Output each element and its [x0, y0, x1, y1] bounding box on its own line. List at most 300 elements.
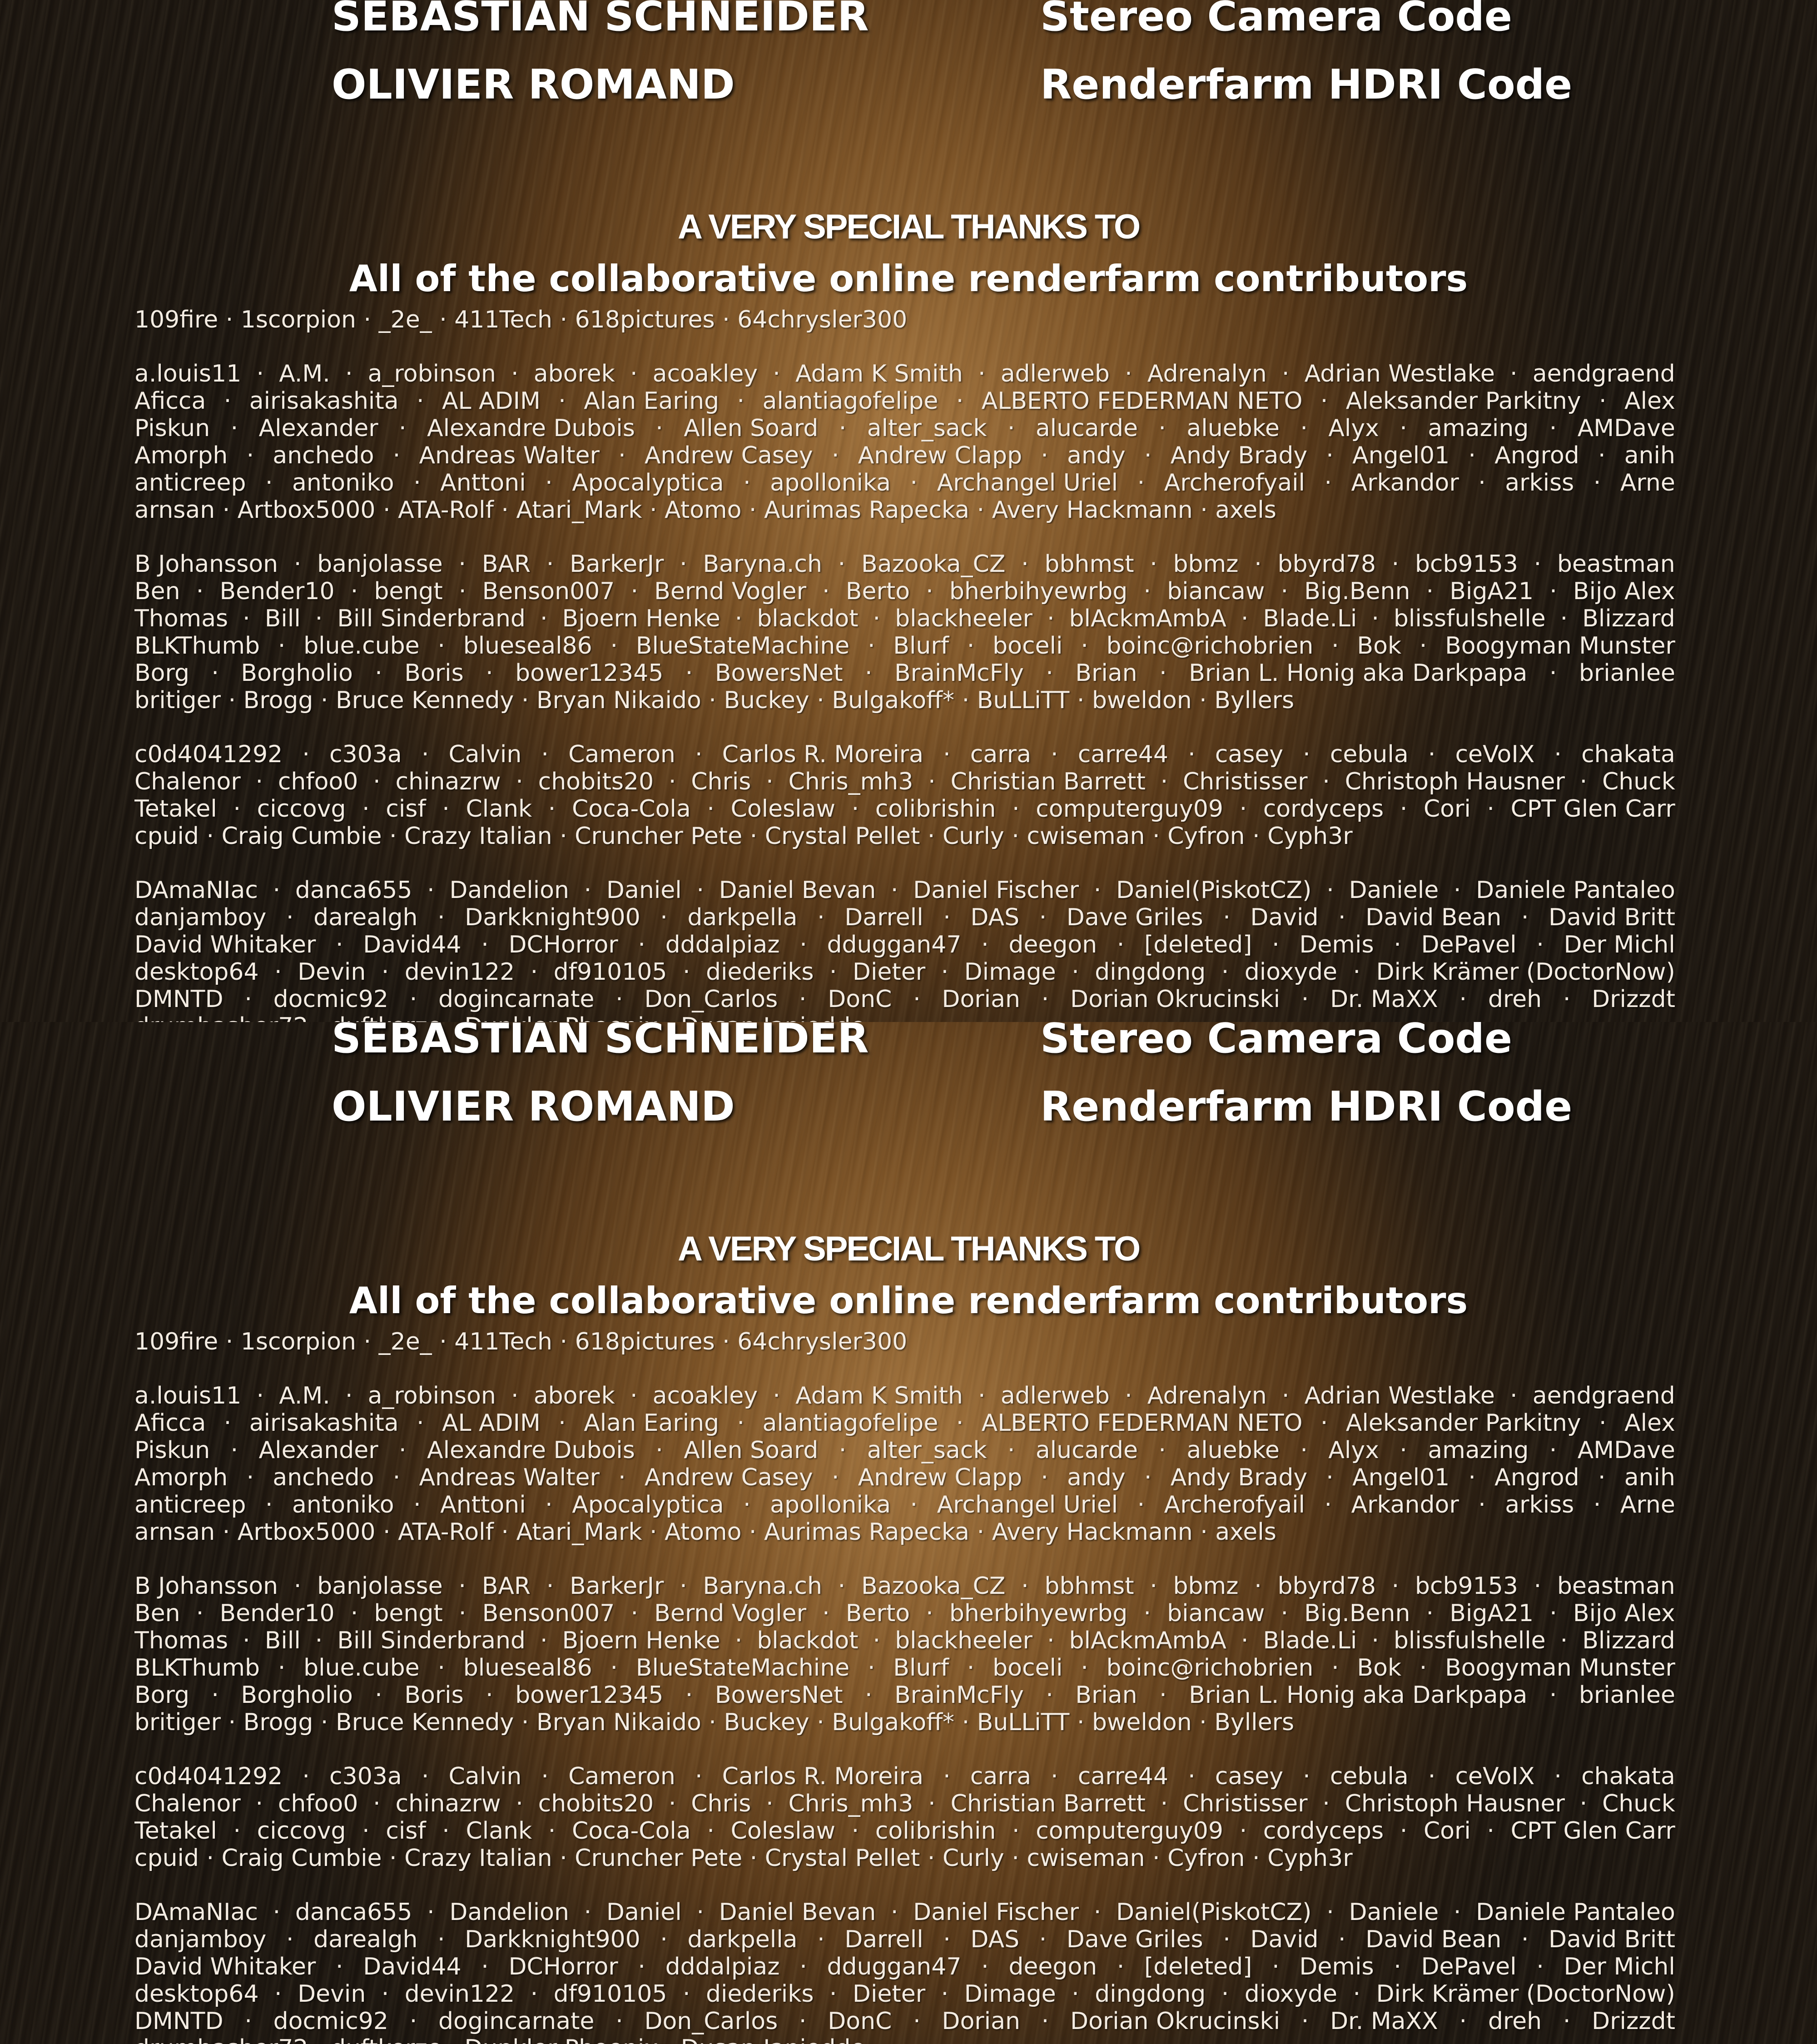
name-separator: ·: [824, 1464, 847, 1491]
name-separator: ·: [451, 1600, 474, 1627]
name-separator: ·: [653, 1926, 675, 1953]
contributor-name: Curly: [943, 1845, 1004, 1872]
contributor-name: Christoph Hausner: [1345, 1790, 1565, 1817]
name-separator: ·: [630, 931, 653, 958]
contributor-name: bbhmst: [1044, 551, 1134, 578]
name-separator: ·: [1034, 986, 1057, 1013]
name-separator: ·: [689, 877, 712, 904]
contributor-name: bower12345: [515, 660, 663, 687]
name-separator: ·: [1181, 1763, 1203, 1790]
name-separator: ·: [701, 1709, 724, 1736]
contributor-name: Brian L. Honig aka Darkpapa: [1189, 660, 1527, 687]
name-separator: ·: [1452, 2008, 1474, 2035]
contributor-name: Benson007: [482, 578, 615, 605]
contributor-name: computerguy09: [1036, 795, 1223, 823]
contributor-name: cebula: [1330, 741, 1409, 768]
name-separator: ·: [921, 1790, 943, 1817]
contributor-name: Arne: [1620, 469, 1675, 496]
contributor-name: Daniel Bevan: [719, 877, 876, 904]
contributor-name: blackdot: [757, 605, 858, 632]
name-separator: ·: [1392, 1437, 1415, 1464]
contributor-name: Daniel(PiskotCZ): [1116, 1899, 1311, 1926]
name-separator: ·: [920, 823, 943, 850]
credit-name: SEBASTIAN SCHNEIDER: [332, 0, 869, 37]
contributor-name: David Britt: [1549, 1926, 1675, 1953]
name-separator: ·: [1069, 1709, 1092, 1736]
contributor-name: Blade.Li: [1263, 605, 1357, 632]
name-separator: ·: [623, 1600, 646, 1627]
contributor-name: Alex: [1624, 1409, 1675, 1437]
contributor-name: [deleted]: [1144, 1953, 1252, 1980]
name-separator: ·: [1247, 1573, 1270, 1600]
contributor-name: Dirk Krämer (DoctorNow): [1376, 1980, 1675, 2008]
contributor-name: Boris: [404, 660, 463, 687]
contributor-name: casey: [1215, 741, 1283, 768]
name-separator: ·: [504, 1382, 526, 1409]
name-separator: ·: [1232, 1817, 1255, 1845]
name-separator: ·: [538, 469, 561, 496]
contributor-name: Big.Benn: [1304, 578, 1410, 605]
contributor-name: blissfulshelle: [1394, 1627, 1546, 1654]
contributor-name: danca655: [295, 877, 412, 904]
name-separator: ·: [1592, 387, 1614, 415]
name-separator: ·: [1471, 1491, 1494, 1518]
name-separator: ·: [367, 1682, 390, 1709]
name-separator: ·: [1130, 1491, 1152, 1518]
name-separator: ·: [1193, 1518, 1216, 1546]
contributor-name: 411Tech: [454, 1328, 552, 1355]
name-separator: ·: [687, 1763, 710, 1790]
name-separator: ·: [420, 1899, 442, 1926]
contributor-name: Calvin: [449, 1763, 522, 1790]
name-separator: ·: [1331, 904, 1354, 931]
contributor-name: cisf: [386, 1817, 426, 1845]
contributor-name: Atomo: [665, 496, 741, 524]
name-separator: ·: [375, 496, 398, 524]
name-separator: ·: [1315, 768, 1338, 795]
contributor-name: Chuck: [1602, 1790, 1675, 1817]
name-separator: ·: [534, 1763, 556, 1790]
credit-role: Renderfarm HDRI Code: [1040, 1086, 1572, 1127]
name-separator: ·: [1296, 741, 1318, 768]
name-separator: ·: [1392, 1817, 1415, 1845]
name-separator: ·: [1471, 469, 1494, 496]
name-separator: ·: [402, 986, 425, 1013]
contributor-name: A.M.: [279, 360, 330, 387]
credit-name: SEBASTIAN SCHNEIDER: [332, 1022, 869, 1059]
name-separator: ·: [215, 496, 238, 524]
contributor-name: Daniel(PiskotCZ): [1116, 877, 1311, 904]
name-separator: ·: [367, 660, 390, 687]
name-separator: ·: [432, 306, 455, 333]
name-separator: ·: [742, 823, 765, 850]
contributor-name: chakata: [1581, 741, 1675, 768]
name-separator: ·: [392, 415, 414, 442]
contributor-name: docmic92: [273, 986, 388, 1013]
name-separator: ·: [1153, 768, 1176, 795]
name-separator: ·: [959, 1654, 982, 1682]
contributor-name: BrainMcFly: [894, 1682, 1024, 1709]
contributor-name: blue.cube: [303, 632, 419, 660]
contributor-name: CPT Glen Carr: [1511, 1817, 1675, 1845]
name-separator: ·: [1315, 1790, 1338, 1817]
name-separator: ·: [1214, 958, 1236, 986]
contributor-name: apollonika: [770, 469, 891, 496]
contributor-name: arnsan: [134, 496, 215, 524]
name-separator: ·: [1192, 687, 1215, 714]
contributor-name: Borgholio: [241, 660, 352, 687]
contributor-name: Daniele: [1349, 1899, 1439, 1926]
contributor-name: blueseal86: [463, 632, 592, 660]
contributor-name: Bill Sinderbrand: [337, 1627, 526, 1654]
name-separator: ·: [356, 1328, 379, 1355]
contributor-name: Coca-Cola: [572, 1817, 691, 1845]
name-separator: ·: [1043, 741, 1066, 768]
contributor-name: alter_sack: [867, 415, 987, 442]
contributor-name: Amorph: [134, 1464, 228, 1491]
name-separator: ·: [1039, 1627, 1062, 1654]
contributor-name: anticreep: [134, 469, 246, 496]
name-separator: ·: [478, 660, 501, 687]
contributor-name: Aficca: [134, 387, 206, 415]
name-separator: ·: [278, 904, 301, 931]
name-separator: ·: [189, 578, 211, 605]
name-separator: ·: [1064, 958, 1087, 986]
name-separator: ·: [265, 1899, 288, 1926]
name-separator: ·: [1145, 1845, 1167, 1872]
contributor-name: Dandelion: [449, 877, 569, 904]
name-separator: ·: [420, 877, 442, 904]
contributor-name: _2e_: [379, 1328, 432, 1355]
name-separator: ·: [830, 551, 853, 578]
contributor-name: Amorph: [134, 442, 228, 469]
name-separator: ·: [700, 1817, 722, 1845]
name-separator: ·: [844, 795, 867, 823]
contributor-name: Angel01: [1352, 442, 1450, 469]
contributor-name: Arkandor: [1351, 1491, 1459, 1518]
contributor-name: Dorian: [942, 2008, 1020, 2035]
name-separator: ·: [1014, 1573, 1037, 1600]
contributor-name: 1scorpion: [241, 306, 356, 333]
name-separator: ·: [1542, 1437, 1564, 1464]
contributor-name: Anttoni: [440, 469, 526, 496]
name-separator: ·: [830, 1573, 853, 1600]
name-separator: ·: [1153, 1790, 1176, 1817]
name-separator: ·: [406, 1491, 429, 1518]
name-separator: ·: [1073, 1654, 1096, 1682]
name-separator: ·: [286, 1573, 309, 1600]
name-separator: ·: [1446, 877, 1469, 904]
name-separator: ·: [1317, 1491, 1340, 1518]
name-separator: ·: [226, 1817, 248, 1845]
name-separator: ·: [1136, 1600, 1159, 1627]
name-separator: ·: [831, 1437, 854, 1464]
name-separator: ·: [1331, 1926, 1354, 1953]
name-separator: ·: [248, 768, 271, 795]
contributor-name: Brian: [1075, 660, 1137, 687]
contributor-name: David Bean: [1365, 904, 1501, 931]
name-separator: ·: [1542, 578, 1565, 605]
contributor-name: Andreas Walter: [419, 1464, 599, 1491]
name-separator: ·: [576, 877, 599, 904]
contributor-name: Atari_Mark: [516, 496, 642, 524]
contributor-name: BuLLiTT: [977, 687, 1070, 714]
name-separator: ·: [1152, 1682, 1175, 1709]
name-separator: ·: [1274, 1382, 1297, 1409]
name-separator: ·: [1542, 415, 1564, 442]
contributor-name: Aleksander Parkitny: [1346, 387, 1581, 415]
contributor-name: Darkknight900: [465, 904, 640, 931]
name-separator: ·: [611, 442, 634, 469]
contributor-name: dioxyde: [1245, 1980, 1337, 2008]
name-separator: ·: [1137, 442, 1159, 469]
name-separator: ·: [328, 1953, 351, 1980]
contributor-name: Aficca: [134, 1409, 206, 1437]
name-separator: ·: [1038, 1682, 1061, 1709]
contributor-name: Bazooka_CZ: [861, 1573, 1005, 1600]
contributor-name: ciccovg: [257, 1817, 346, 1845]
contributor-name: cpuid: [134, 1845, 199, 1872]
contributor-name: anih: [1624, 1464, 1675, 1491]
contributor-name: Baryna.ch: [703, 551, 822, 578]
name-separator: ·: [451, 551, 474, 578]
name-separator: ·: [1479, 795, 1502, 823]
contributor-name: dddalpiaz: [665, 1953, 780, 1980]
contributor-name: David: [1250, 904, 1318, 931]
contributor-name: c0d4041292: [134, 1763, 283, 1790]
contributor-name: colibrishin: [875, 1817, 996, 1845]
contributor-name: Bruce Kennedy: [336, 1709, 514, 1736]
contributor-name: Darrell: [844, 904, 923, 931]
credit-name: OLIVIER ROMAND: [332, 1086, 735, 1127]
contributor-name: Cyfron: [1167, 1845, 1245, 1872]
name-separator: ·: [1392, 415, 1415, 442]
contributor-name: Chris: [691, 768, 751, 795]
name-separator: ·: [406, 469, 429, 496]
name-separator: ·: [216, 387, 239, 415]
contributor-name: Christisser: [1183, 1790, 1308, 1817]
contributor-name: Brogg: [243, 1709, 313, 1736]
name-separator: ·: [1526, 551, 1549, 578]
name-separator: ·: [552, 1328, 575, 1355]
contributor-name: Carlos R. Moreira: [722, 1763, 923, 1790]
name-separator: ·: [1319, 442, 1341, 469]
name-separator: ·: [1014, 551, 1037, 578]
name-separator: ·: [815, 578, 838, 605]
contributor-name: Blade.Li: [1263, 1627, 1357, 1654]
contributor-name: amazing: [1428, 1437, 1529, 1464]
name-separator: ·: [1043, 1763, 1066, 1790]
contributor-name: banjolasse: [317, 1573, 443, 1600]
contributor-name: Calvin: [449, 741, 522, 768]
contributor-name: Apocalyptica: [572, 1491, 724, 1518]
name-separator: ·: [642, 496, 665, 524]
name-separator: ·: [608, 986, 631, 1013]
contributor-name: airisakashita: [249, 1409, 399, 1437]
name-separator: ·: [857, 1682, 880, 1709]
name-separator: ·: [1555, 986, 1578, 1013]
contributor-name: Bjoern Henke: [562, 605, 720, 632]
name-separator: ·: [736, 469, 759, 496]
contributor-name: Crystal Pellet: [765, 1845, 920, 1872]
name-separator: ·: [969, 1518, 992, 1546]
name-separator: ·: [1216, 1926, 1238, 1953]
name-separator: ·: [1547, 741, 1569, 768]
name-separator: ·: [551, 387, 574, 415]
contributor-name: David: [1250, 1926, 1318, 1953]
name-separator: ·: [223, 415, 246, 442]
name-separator: ·: [1542, 1682, 1564, 1709]
name-separator: ·: [267, 958, 290, 986]
contributor-name: Alexander: [259, 415, 378, 442]
contributor-name: [deleted]: [1144, 931, 1252, 958]
contributor-name: BlueStateMachine: [636, 1654, 849, 1682]
name-separator: ·: [1142, 551, 1165, 578]
contributor-name: alantiagofelipe: [762, 1409, 938, 1437]
contributor-name: David Bean: [1365, 1926, 1501, 1953]
contributor-name: Bill Sinderbrand: [337, 605, 526, 632]
name-separator: ·: [366, 1790, 388, 1817]
contributor-name: Angel01: [1352, 1464, 1450, 1491]
name-separator: ·: [678, 660, 700, 687]
name-separator: ·: [936, 1926, 958, 1953]
name-separator: ·: [765, 1382, 788, 1409]
name-separator: ·: [1273, 578, 1296, 605]
name-separator: ·: [1526, 1573, 1549, 1600]
name-separator: ·: [1479, 1817, 1502, 1845]
contributor-name: Bryan Nikaido: [536, 1709, 701, 1736]
contributor-name: anih: [1624, 442, 1675, 469]
contributor-name: BuLLiTT: [977, 1709, 1070, 1736]
contributor-name: dogincarnate: [438, 986, 594, 1013]
contributor-name: Byllers: [1214, 1709, 1294, 1736]
name-separator: ·: [1181, 741, 1203, 768]
name-separator: ·: [1142, 1573, 1165, 1600]
name-separator: ·: [1313, 387, 1335, 415]
name-separator: ·: [1590, 1464, 1613, 1491]
contributor-name: Benson007: [482, 1600, 615, 1627]
name-separator: ·: [1386, 931, 1409, 958]
name-separator: ·: [810, 1926, 833, 1953]
name-separator: ·: [1542, 1600, 1565, 1627]
credit-role: Stereo Camera Code: [1040, 1022, 1512, 1059]
name-separator: ·: [1296, 1763, 1318, 1790]
name-separator: ·: [974, 1953, 997, 1980]
name-separator: ·: [366, 768, 388, 795]
name-separator: ·: [534, 741, 556, 768]
contributor-name: BLKThumb: [134, 1654, 260, 1682]
name-separator: ·: [221, 1709, 243, 1736]
name-separator: ·: [402, 2008, 425, 2035]
contributor-name: Adrian Westlake: [1305, 1382, 1495, 1409]
contributor-name: a.louis11: [134, 1382, 241, 1409]
contributor-name: blackdot: [757, 1627, 858, 1654]
contributor-name: 618pictures: [575, 306, 715, 333]
name-separator: ·: [700, 795, 722, 823]
name-separator: ·: [1386, 1953, 1409, 1980]
name-separator: ·: [970, 360, 993, 387]
name-separator: ·: [608, 2008, 631, 2035]
name-separator: ·: [385, 442, 408, 469]
name-separator: ·: [1553, 1627, 1575, 1654]
name-separator: ·: [374, 1980, 397, 2008]
credit-role: Renderfarm HDRI Code: [1040, 64, 1572, 105]
contributor-name: David44: [363, 931, 461, 958]
name-separator: ·: [1412, 632, 1435, 660]
contributor-name: ATA-Rolf: [398, 1518, 494, 1546]
name-separator: ·: [409, 1409, 432, 1437]
name-separator: ·: [1452, 986, 1474, 1013]
contributor-name: a_robinson: [368, 360, 496, 387]
contributor-name: Buckey: [724, 687, 809, 714]
name-separator: ·: [622, 1382, 645, 1409]
contributor-name: computerguy09: [1036, 1817, 1223, 1845]
contributor-name: arnsan: [134, 1518, 215, 1546]
name-separator: ·: [343, 1600, 366, 1627]
contributor-name: colibrishin: [875, 795, 996, 823]
contributor-name: Bender10: [219, 1600, 334, 1627]
name-separator: ·: [1247, 551, 1270, 578]
name-separator: ·: [765, 360, 788, 387]
contributor-name: Bijo Alex: [1573, 1600, 1675, 1627]
contributor-name: David Whitaker: [134, 1953, 316, 1980]
contributor-name: cwiseman: [1027, 823, 1145, 850]
name-separator: ·: [1152, 660, 1175, 687]
contributor-name: Cyph3r: [1267, 1845, 1353, 1872]
contributor-name: Alex: [1624, 387, 1675, 415]
contributor-name: ciccovg: [257, 795, 346, 823]
contributor-name: Drizzdt: [1592, 986, 1675, 1013]
name-separator: ·: [514, 1709, 536, 1736]
credit-role: Stereo Camera Code: [1040, 0, 1512, 37]
name-separator: ·: [374, 958, 397, 986]
contributor-name: ceVoIX: [1455, 741, 1534, 768]
contributor-name: Cruncher Pete: [575, 823, 742, 850]
contributor-name: Dorian Okrucinski: [1070, 2008, 1280, 2035]
name-separator: ·: [959, 632, 982, 660]
contributor-name: c303a: [329, 1763, 402, 1790]
name-separator: ·: [267, 1980, 290, 2008]
name-separator: ·: [715, 306, 738, 333]
name-separator: ·: [551, 1409, 574, 1437]
name-separator: ·: [451, 578, 474, 605]
name-separator: ·: [189, 1600, 211, 1627]
name-separator: ·: [1514, 904, 1536, 931]
contributor-name: bweldon: [1092, 1709, 1192, 1736]
name-separator: ·: [430, 1654, 453, 1682]
contributor-name: arkiss: [1505, 1491, 1574, 1518]
name-separator: ·: [295, 741, 318, 768]
contributor-name: Aurimas Rapecka: [764, 496, 969, 524]
special-thanks-subtitle: All of the collaborative online renderfarm contributors: [0, 261, 1817, 297]
name-separator: ·: [844, 1817, 867, 1845]
contributor-name: Alan Earing: [584, 387, 719, 415]
contributor-name: Drizzdt: [1592, 2008, 1675, 2035]
contributor-name: Tetakel: [134, 1817, 217, 1845]
name-separator: ·: [539, 1573, 561, 1600]
contributor-name: cisf: [386, 795, 426, 823]
contributor-name: A.M.: [279, 1382, 330, 1409]
name-separator: ·: [1193, 496, 1216, 524]
contributor-name: Alexandre Dubois: [427, 1437, 635, 1464]
name-separator: ·: [936, 741, 958, 768]
name-separator: ·: [1555, 2008, 1578, 2035]
name-separator: ·: [1117, 1382, 1140, 1409]
name-separator: ·: [216, 1409, 239, 1437]
contributor-name: bbhmst: [1044, 1573, 1134, 1600]
name-separator: ·: [824, 442, 847, 469]
name-separator: ·: [1446, 1899, 1469, 1926]
